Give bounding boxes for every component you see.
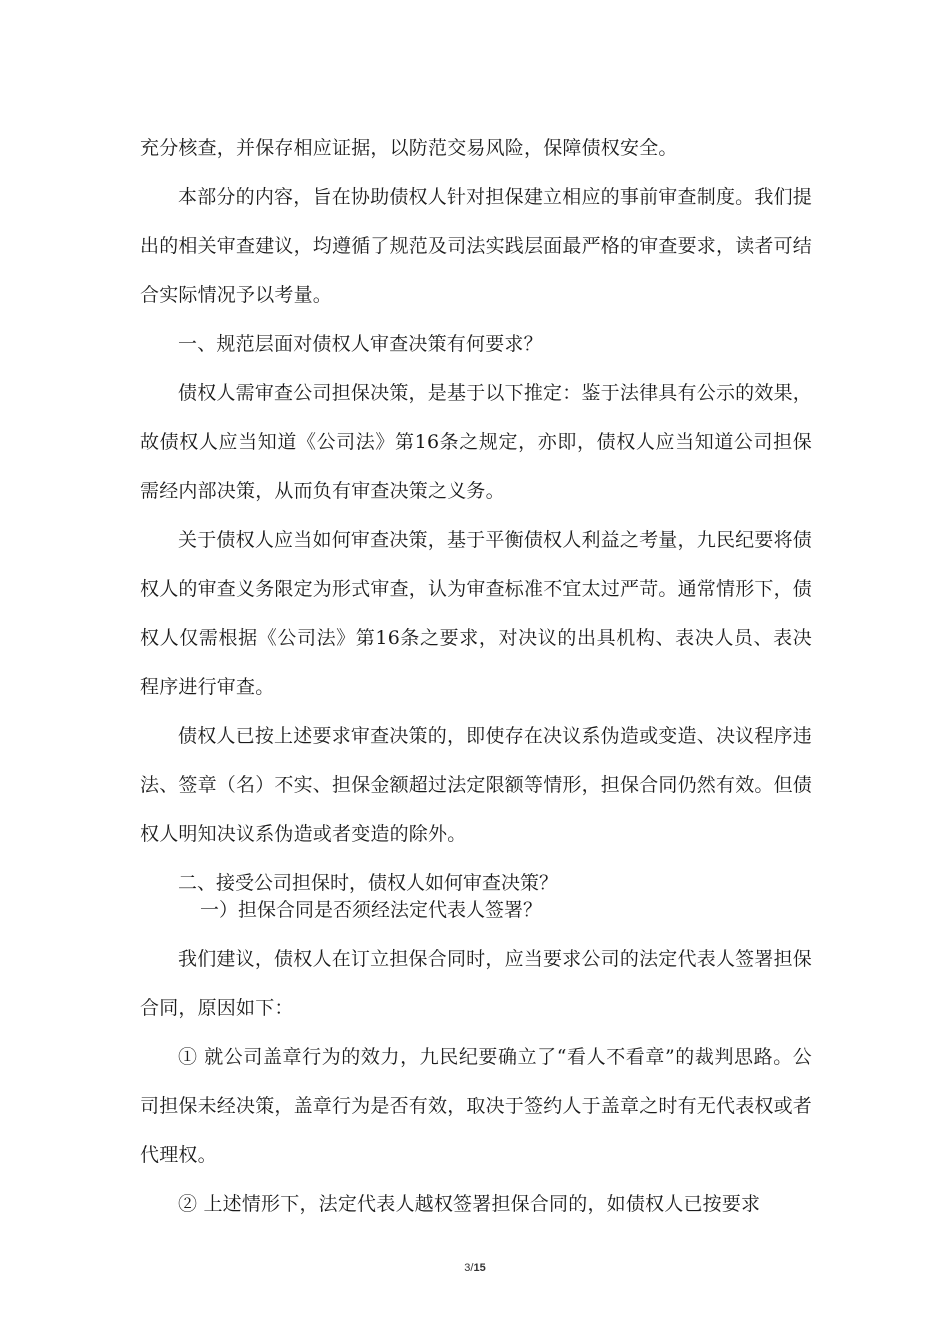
page-separator: / xyxy=(470,1262,474,1274)
section-heading-1: 一、规范层面对债权人审查决策有何要求？ xyxy=(178,333,543,355)
paragraph-review-standard: 关于债权人应当如何审查决策，基于平衡债权人利益之考量，九民纪要将债权人的审查义务限定为形式审查，认为审查标准不宜太过严苛。通常情形下，债权人仅需根据《公司法》第16条之要求，对决议的出具机构、表决人员、表决程序进行审查。 xyxy=(140,529,813,698)
document-body xyxy=(140,124,812,1229)
subsection-heading-1: 一）担保合同是否须经法定代表人签署？ xyxy=(200,899,543,921)
paragraph-intro: 本部分的内容，旨在协助债权人针对担保建立相应的事前审查制度。我们提出的相关审查建议，均遵循了规范及司法实践层面最严格的审查要求，读者可结合实际情况予以考量。 xyxy=(140,186,813,306)
paragraph-continuation: 充分核查，并保存相应证据，以防范交易风险，保障债权安全。 xyxy=(140,137,678,159)
paragraph-reason-2: ② 上述情形下，法定代表人越权签署担保合同的，如债权人已按要求 xyxy=(178,1193,761,1215)
paragraph-review-basis: 债权人需审查公司担保决策，是基于以下推定：鉴于法律具有公示的效果，故债权人应当知道《公司法》第16条之规定，亦即，债权人应当知道公司担保需经内部决策，从而负有审查决策之义务。 xyxy=(140,382,812,502)
page-total: 15 xyxy=(473,1262,486,1274)
paragraph-recommendation: 我们建议，债权人在订立担保合同时，应当要求公司的法定代表人签署担保合同，原因如下： xyxy=(140,948,812,1019)
paragraph-contract-validity: 债权人已按上述要求审查决策的，即使存在决议系伪造或变造、决议程序违法、签章（名）不实、担保金额超过法定限额等情形，担保合同仍然有效。但债权人明知决议系伪造或者变造的除外。 xyxy=(140,725,813,845)
section-heading-2: 二、接受公司担保时，债权人如何审查决策？ xyxy=(178,872,559,894)
paragraph-reason-1: ① 就公司盖章行为的效力，九民纪要确立了“看人不看章”的裁判思路。公司担保未经决策，盖章行为是否有效，取决于签约人于盖章之时有无代表权或者代理权。 xyxy=(140,1046,813,1166)
page-number xyxy=(0,1262,950,1274)
page-current: 3 xyxy=(464,1262,471,1274)
